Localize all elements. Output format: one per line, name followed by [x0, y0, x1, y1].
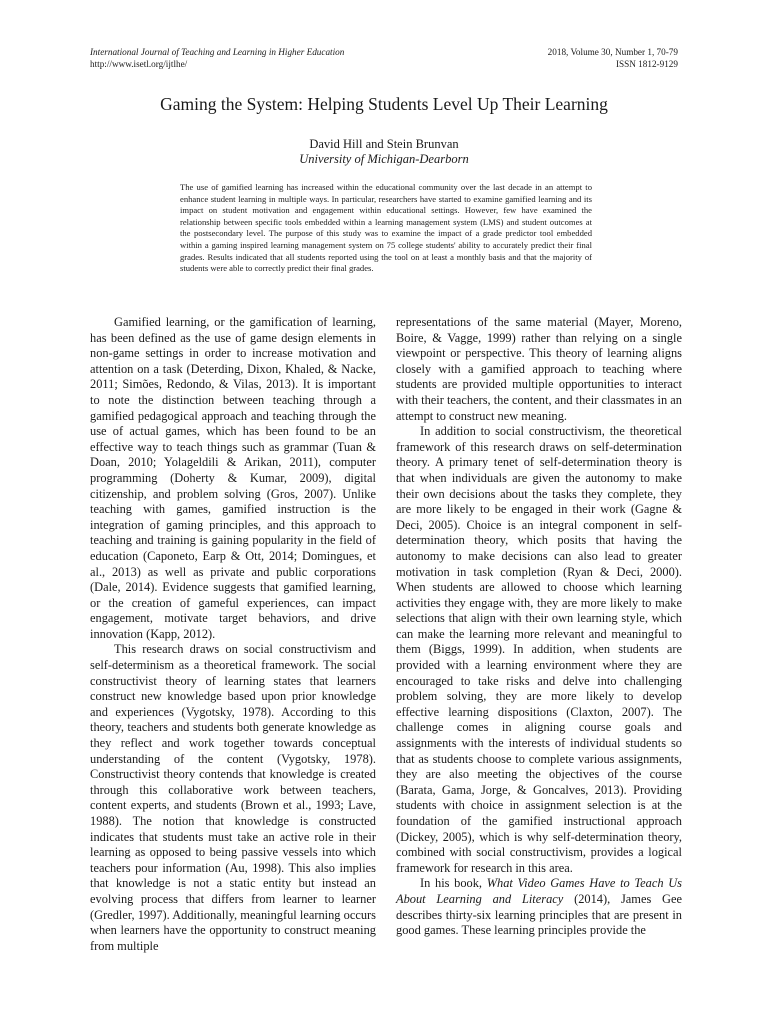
authors: David Hill and Stein Brunvan [309, 137, 459, 151]
abstract: The use of gamified learning has increased within the educational community over the last decade in an attempt to enhance student learning in multiple ways. In particular, researchers have started to examine gamified learning and its impact on student motivation and engagement within educational settings. However, few have examined the relationship between specific tools embedded within a learning management system (LMS) and student outcomes at the postsecondary level. The purpose of this study was to examine the impact of a grade predictor tool embedded within a gaming inspired learning management system on 75 college students' ability to accurately predict their final grades. Results indicated that all students reported using the tool on at least a monthly basis and that the majority of students were able to correctly predict their final grades. [180, 182, 592, 274]
paper-title: Gaming the System: Helping Students Level Up Their Learning [160, 94, 608, 114]
paragraph-continuation: representations of the same material (Mayer, Moreno, Boire, & Vagge, 1999) rather than relying on a single viewpoint or perspective. This theory of learning aligns closely with a gamified approach to teaching where students are provided multiple opportunities to interact with their teachers, the content, and their classmates in an attempt to construct new meaning. [396, 315, 682, 423]
issn: ISSN 1812-9129 [615, 59, 678, 69]
journal-info [90, 46, 344, 70]
book-title: What Video Games Have to Teach Us About Learning and Literacy [396, 876, 682, 906]
journal-name: International Journal of Teaching and Learning in Higher Education [90, 47, 345, 57]
paragraph: Gamified learning, or the gamification of learning, has been defined as the use of game design elements in non-game settings in order to increase motivation and attention on a task (Deterding, Dixon, Khaled, & Nacke, 2011; Simões, Redondo, & Vilas, 2013). It is important to note the distinction between teaching through a gamified pedagogical approach and teaching through the use of actual games, which has been found to be an effective way to teach things such as grammar (Tuan & Doan, 2010; Yolageldili & Arikan, 2011), computer programming (Doherty & Kumar, 2009), digital citizenship, and problem solving (Gros, 2007). Unlike teaching with games, gamified instruction is the integration of gaming principles, and this approach to teaching and training is gaining popularity in the field of education (Caponeto, Earp & Ott, 2014; Domingues, et al., 2013) as well as private and public corporations (Dale, 2014). Evidence suggests that gamified learning, or the creation of gameful experiences, can impact engagement, motivate target behaviors, and drive innovation (Kapp, 2012). [90, 315, 376, 641]
author-block [0, 137, 768, 167]
body-column-left [90, 315, 376, 954]
issue-info [548, 46, 678, 70]
citation: 2018, Volume 30, Number 1, 70-79 [547, 47, 678, 57]
affiliation: University of Michigan-Dearborn [299, 152, 469, 166]
paragraph: In addition to social constructivism, the theoretical framework of this research draws on self-determination theory. A primary tenet of self-determination theory is that when individuals are given the autonomy to make their own decisions about the tasks they complete, they are more likely to be engaged in their work (Gagne & Deci, 2005). Choice is an integral component in self-determination theory, which posits that having the autonomy to make decisions can also lead to greater motivation in task completion (Ryan & Deci, 2000). When students are allowed to choose which learning activities they engage with, they are more likely to make selections that align with their own learning style, which can make the learning more relevant and meaningful to them (Biggs, 1999). In addition, when students are provided with a learning environment where they are encouraged to take risks and delve into challenging problem solving, they are more likely to develop effective learning dispositions (Claxton, 2007). The challenge comes in aligning course goals and assignments with the interests of individual students so that as students choose to complete various assignments, they are also meeting the objectives of the course (Barata, Gama, Jorge, & Goncalves, 2013). Providing students with choice in assignment selection is at the foundation of the gamified instructional approach (Dickey, 2005), which is why self-determination theory, combined with social constructivism, provides a logical framework for research in this area. [396, 424, 682, 875]
text: In his book, [420, 876, 487, 891]
body-column-right [396, 315, 682, 939]
text: (2014), James Gee describes thirty-six learning principles that are present in good games. These learning principles provide the [396, 891, 682, 938]
paragraph [396, 876, 682, 938]
paragraph: This research draws on social constructivism and self-determinism as a theoretical framework. The social constructivist theory of learning states that learners construct new knowledge based upon prior knowledge and experiences (Vygotsky, 1978). According to this theory, teachers and students both generate knowledge as they reflect and work together towards conceptual understanding of the content (Vygotsky, 1978). Constructivist theory contends that knowledge is created through this collaborative work between teachers, content experts, and students (Brown et al., 1993; Lave, 1988). The notion that knowledge is constructed indicates that students must take an active role in their learning as opposed to being passive vessels into which teachers pour information (Au, 1998). This also implies that knowledge is not a static entity but instead an evolving process that differs from learner to learner (Gredler, 1997). Additionally, meaningful learning occurs when learners have the opportunity to construct meaning from multiple [90, 642, 376, 953]
journal-url[interactable]: http://www.isetl.org/ijtlhe/ [90, 59, 188, 69]
